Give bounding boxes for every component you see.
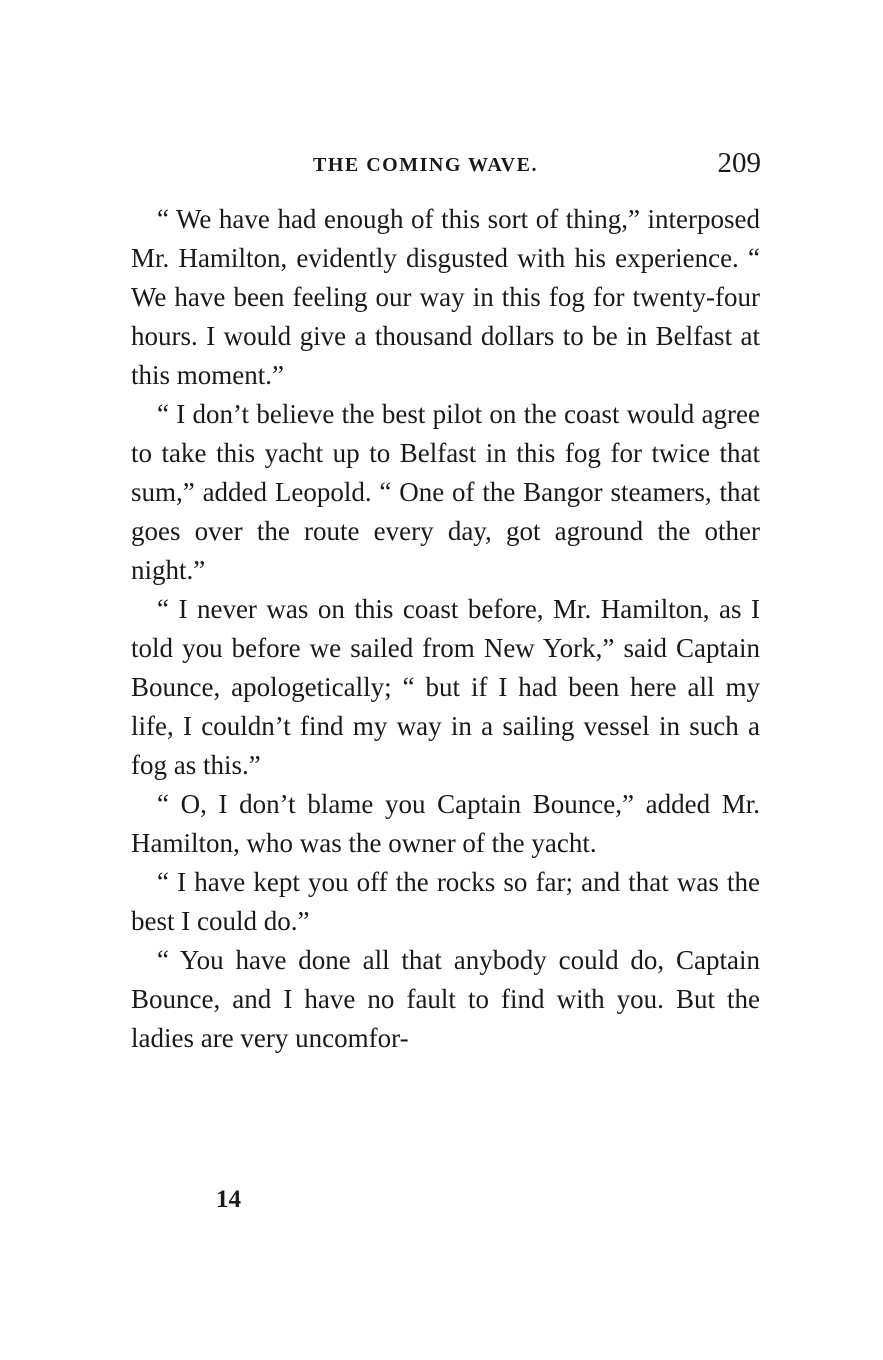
paragraph-3: “ I never was on this coast before, Mr. Hamilton, as I told you before we sailed from New York,” said Captain Bounce, apologetically; “ but if I had been here all my life, I couldn’t find my way in a sailing vessel in such a fog as this.”	[131, 594, 760, 780]
running-title: THE COMING WAVE.	[313, 154, 538, 176]
paragraph-4: “ O, I don’t blame you Captain Bounce,” added Mr. Hamilton, who was the owner of the yacht.	[131, 789, 760, 858]
signature-mark: 14	[216, 1186, 241, 1213]
paragraph-2: “ I don’t believe the best pilot on the coast would agree to take this yacht up to Belfast in this fog for twice that sum,” added Leopold. “ One of the Bangor steamers, that goes over the route every day, got aground the other night.”	[131, 399, 760, 585]
paragraph-6: “ You have done all that anybody could do, Captain Bounce, and I have no fault to find with you. But the ladies are very uncomfor-	[131, 945, 760, 1053]
paragraph-1: “ We have had enough of this sort of thing,” interposed Mr. Hamilton, evidently disgusted with his experience. “ We have been feeling our way in this fog for twenty-four hours. I would give a thousand dollars to be in Belfast at this moment.”	[131, 204, 760, 390]
paragraph-5: “ I have kept you off the rocks so far; and that was the best I could do.”	[131, 867, 760, 936]
page-number: 209	[717, 147, 761, 179]
running-head	[131, 148, 761, 182]
body-text	[131, 200, 760, 1058]
